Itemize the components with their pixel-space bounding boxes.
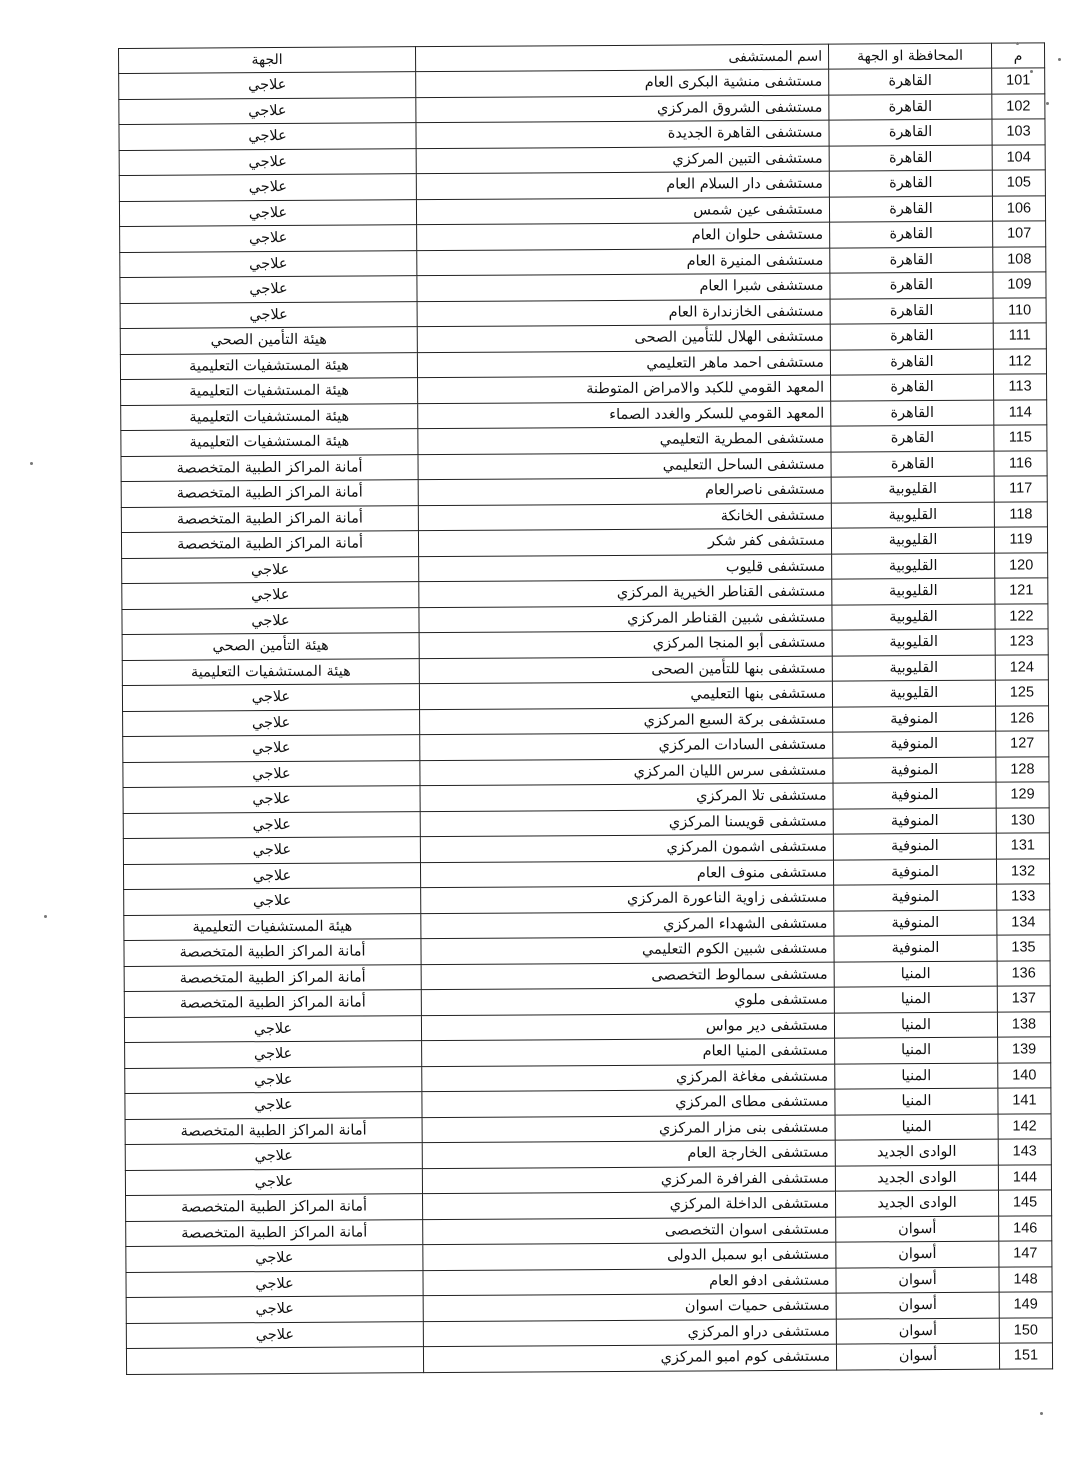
row-hospital-name: مستشفى شبين الكوم التعليمي	[421, 936, 834, 964]
header-department: الجهة	[119, 47, 416, 74]
row-governorate: المنوفية	[833, 833, 996, 859]
row-hospital-name: مستشفى مغاغة المركزي	[422, 1064, 835, 1092]
row-number: 116	[994, 450, 1047, 476]
row-number: 111	[993, 323, 1046, 349]
row-department: علاجي	[123, 709, 420, 736]
row-number: 124	[995, 654, 1048, 680]
row-department: علاجي	[119, 148, 416, 175]
row-hospital-name: مستشفى دير مواس	[421, 1013, 834, 1041]
row-number: 147	[999, 1241, 1052, 1267]
row-department: علاجي	[122, 684, 419, 711]
row-governorate: المنوفية	[834, 910, 997, 936]
row-number: 105	[992, 170, 1045, 196]
row-department: أمانة المراكز الطبية المتخصصة	[121, 454, 418, 481]
row-number: 151	[999, 1343, 1052, 1369]
row-number: 112	[993, 348, 1046, 374]
row-number: 150	[999, 1317, 1052, 1343]
row-department: علاجي	[125, 1092, 422, 1119]
row-governorate: المنوفية	[833, 808, 996, 834]
row-hospital-name: مستشفى منشية البكرى العام	[416, 69, 829, 97]
row-number: 101	[992, 68, 1045, 94]
row-number: 149	[999, 1292, 1052, 1318]
row-governorate: القاهرة	[831, 425, 994, 451]
row-governorate: أسوان	[836, 1216, 999, 1242]
row-department: هيئة المستشفيات التعليمية	[122, 658, 419, 685]
row-governorate: القاهرة	[829, 145, 992, 171]
row-governorate: المنيا	[834, 986, 997, 1012]
row-department: هيئة التأمين الصحي	[122, 633, 419, 660]
row-number: 146	[999, 1215, 1052, 1241]
row-governorate: أسوان	[836, 1292, 999, 1318]
scan-speck	[44, 915, 47, 918]
row-department: أمانة المراكز الطبية المتخصصة	[126, 1219, 423, 1246]
row-number: 134	[997, 909, 1050, 935]
row-hospital-name: مستشفى ملوي	[421, 987, 834, 1015]
row-department: هيئة التأمين الصحي	[120, 327, 417, 354]
scan-speck	[1040, 1412, 1043, 1415]
row-department: علاجي	[125, 1041, 422, 1068]
row-governorate: المنوفية	[833, 782, 996, 808]
row-number: 110	[993, 297, 1046, 323]
row-department: أمانة المراكز الطبية المتخصصة	[124, 964, 421, 991]
scan-speck	[1016, 42, 1019, 45]
row-department: أمانة المراكز الطبية المتخصصة	[125, 1117, 422, 1144]
row-hospital-name: مستشفى الخازندارة العام	[417, 299, 830, 327]
row-governorate: المنوفية	[834, 935, 997, 961]
row-number: 127	[996, 731, 1049, 757]
row-governorate: القاهرة	[829, 68, 992, 94]
row-hospital-name: مستشفى الهلال للتأمين الصحى	[417, 324, 830, 352]
row-governorate: القليوبية	[832, 553, 995, 579]
row-hospital-name: مستشفى حلوان العام	[417, 222, 830, 250]
row-hospital-name: مستشفى عين شمس	[416, 197, 829, 225]
row-hospital-name: مستشفى حميات اسوان	[423, 1293, 836, 1321]
row-hospital-name: مستشفى الداخلة المركزي	[423, 1191, 836, 1219]
row-governorate: المنيا	[835, 1088, 998, 1114]
row-number: 120	[995, 552, 1048, 578]
row-department: علاجي	[119, 97, 416, 124]
row-governorate: القاهرة	[829, 196, 992, 222]
row-number: 118	[994, 501, 1047, 527]
row-hospital-name: مستشفى بنها التعليمي	[419, 681, 832, 709]
row-hospital-name: مستشفى قويسنا المركزي	[420, 809, 833, 837]
row-number: 119	[994, 527, 1047, 553]
row-hospital-name: مستشفى دار السلام العام	[416, 171, 829, 199]
row-number: 139	[998, 1037, 1051, 1063]
scan-speck	[1058, 58, 1061, 61]
row-hospital-name: مستشفى المطرية التعليمي	[418, 426, 831, 454]
hospitals-table	[118, 42, 1053, 1374]
row-department: علاجي	[119, 123, 416, 150]
row-governorate: أسوان	[836, 1241, 999, 1267]
row-number: 132	[996, 858, 1049, 884]
row-hospital-name: المعهد القومي للكبد والامراض المتوطنة	[418, 375, 831, 403]
row-governorate: القاهرة	[829, 170, 992, 196]
row-number: 140	[998, 1062, 1051, 1088]
row-department: علاجي	[125, 1168, 422, 1195]
row-number: 133	[997, 884, 1050, 910]
row-department: هيئة المستشفيات التعليمية	[124, 913, 421, 940]
row-governorate: المنوفية	[834, 884, 997, 910]
row-governorate: المنوفية	[833, 757, 996, 783]
row-hospital-name: مستشفى اشمون المركزي	[420, 834, 833, 862]
row-department: علاجي	[126, 1296, 423, 1323]
row-governorate: المنيا	[834, 1012, 997, 1038]
row-department: علاجي	[120, 276, 417, 303]
row-hospital-name: مستشفى ابو سمبل الدولى	[423, 1242, 836, 1270]
row-governorate: المنوفية	[833, 706, 996, 732]
row-number: 148	[999, 1266, 1052, 1292]
row-department: أمانة المراكز الطبية المتخصصة	[121, 480, 418, 507]
row-hospital-name: مستشفى القاهرة الجديدة	[416, 120, 829, 148]
row-department: علاجي	[123, 811, 420, 838]
row-department: علاجي	[123, 786, 420, 813]
row-number: 115	[994, 425, 1047, 451]
row-department	[126, 1347, 423, 1374]
row-number: 102	[992, 93, 1045, 119]
row-hospital-name: مستشفى اسوان التخصصى	[423, 1217, 836, 1245]
row-governorate: القليوبية	[832, 604, 995, 630]
row-governorate: القليوبية	[832, 578, 995, 604]
header-governorate: المحافظة او الجهة	[828, 43, 991, 69]
row-department: علاجي	[120, 250, 417, 277]
row-number: 103	[992, 119, 1045, 145]
table-body	[119, 68, 1053, 1374]
row-department: علاجي	[122, 556, 419, 583]
row-hospital-name: مستشفى شبرا العام	[417, 273, 830, 301]
row-governorate: القليوبية	[832, 629, 995, 655]
row-governorate: القليوبية	[832, 680, 995, 706]
row-hospital-name: مستشفى الخانكة	[418, 503, 831, 531]
row-governorate: القاهرة	[831, 400, 994, 426]
row-department: علاجي	[119, 174, 416, 201]
row-number: 106	[992, 195, 1045, 221]
row-department: علاجي	[123, 862, 420, 889]
row-number: 108	[993, 246, 1046, 272]
row-hospital-name: المعهد القومي للسكر والغدد الصماء	[418, 401, 831, 429]
row-governorate: المنيا	[835, 1037, 998, 1063]
row-governorate: المنوفية	[833, 731, 996, 757]
row-department: علاجي	[124, 1015, 421, 1042]
row-department: أمانة المراكز الطبية المتخصصة	[124, 990, 421, 1017]
row-hospital-name: مستشفى بنها للتأمين الصحى	[419, 656, 832, 684]
row-governorate: القاهرة	[831, 451, 994, 477]
row-hospital-name: مستشفى السادات المركزي	[420, 732, 833, 760]
row-hospital-name: مستشفى سرس الليان المركزي	[420, 758, 833, 786]
row-department: علاجي	[125, 1066, 422, 1093]
row-governorate: القليوبية	[831, 502, 994, 528]
row-number: 144	[998, 1164, 1051, 1190]
row-number: 143	[998, 1139, 1051, 1165]
row-department: علاجي	[123, 837, 420, 864]
row-governorate: الوادى الجديد	[835, 1139, 998, 1165]
row-hospital-name: مستشفى المنيرة العام	[417, 248, 830, 276]
row-hospital-name: مستشفى ادفو العام	[423, 1268, 836, 1296]
row-department: أمانة المراكز الطبية المتخصصة	[126, 1194, 423, 1221]
row-department: أمانة المراكز الطبية المتخصصة	[121, 505, 418, 532]
row-number: 136	[997, 960, 1050, 986]
row-number: 125	[995, 680, 1048, 706]
row-department: علاجي	[123, 735, 420, 762]
row-governorate: الوادى الجديد	[835, 1190, 998, 1216]
scan-speck	[30, 462, 33, 465]
row-number: 104	[992, 144, 1045, 170]
row-number: 117	[994, 476, 1047, 502]
row-governorate: أسوان	[836, 1343, 999, 1369]
row-hospital-name: مستشفى احمد ماهر التعليمي	[417, 350, 830, 378]
scan-speck	[1046, 102, 1049, 105]
row-department: علاجي	[122, 582, 419, 609]
row-governorate: القاهرة	[831, 374, 994, 400]
row-number: 135	[997, 935, 1050, 961]
row-number: 109	[993, 272, 1046, 298]
row-hospital-name: مستشفى الشروق المركزي	[416, 95, 829, 123]
row-governorate: أسوان	[836, 1267, 999, 1293]
row-number: 142	[998, 1113, 1051, 1139]
row-number: 113	[994, 374, 1047, 400]
row-hospital-name: مستشفى منوف العام	[420, 860, 833, 888]
row-number: 107	[993, 221, 1046, 247]
row-department: علاجي	[120, 225, 417, 252]
row-hospital-name: مستشفى قليوب	[419, 554, 832, 582]
row-hospital-name: مستشفى بركة السبع المركزي	[420, 707, 833, 735]
row-department: علاجي	[126, 1321, 423, 1348]
row-governorate: القاهرة	[830, 298, 993, 324]
row-governorate: القاهرة	[829, 94, 992, 120]
row-governorate: القليوبية	[831, 476, 994, 502]
row-department: أمانة المراكز الطبية المتخصصة	[121, 531, 418, 558]
row-department: علاجي	[125, 1143, 422, 1170]
row-hospital-name: مستشفى زاوية الناعورة المركزي	[421, 885, 834, 913]
row-hospital-name: مستشفى سمالوط التخصصى	[421, 962, 834, 990]
row-department: علاجي	[126, 1270, 423, 1297]
header-hospital: اسم المستشفى	[415, 44, 828, 72]
row-hospital-name: مستشفى تلا المركزي	[420, 783, 833, 811]
row-governorate: القاهرة	[830, 272, 993, 298]
row-governorate: القليوبية	[832, 655, 995, 681]
row-department: علاجي	[124, 888, 421, 915]
row-department: علاجي	[122, 607, 419, 634]
row-number: 131	[996, 833, 1049, 859]
row-department: هيئة المستشفيات التعليمية	[120, 352, 417, 379]
row-hospital-name: مستشفى مطاى المركزي	[422, 1089, 835, 1117]
row-number: 114	[994, 399, 1047, 425]
row-hospital-name: مستشفى بنى مزار المركزي	[422, 1115, 835, 1143]
row-department: علاجي	[119, 72, 416, 99]
row-department: علاجي	[123, 760, 420, 787]
row-hospital-name: مستشفى دراو المركزي	[423, 1319, 836, 1347]
row-number: 121	[995, 578, 1048, 604]
row-number: 126	[996, 705, 1049, 731]
row-number: 122	[995, 603, 1048, 629]
row-governorate: المنوفية	[833, 859, 996, 885]
row-hospital-name: مستشفى الشهداء المركزي	[421, 911, 834, 939]
header-num: م	[991, 43, 1044, 68]
scan-speck	[1030, 70, 1033, 73]
row-hospital-name: مستشفى شبين القناطر المركزي	[419, 605, 832, 633]
row-governorate: القليوبية	[831, 527, 994, 553]
row-hospital-name: مستشفى المنيا العام	[422, 1038, 835, 1066]
row-number: 130	[996, 807, 1049, 833]
row-governorate: القاهرة	[830, 247, 993, 273]
row-hospital-name: مستشفى الفرافرة المركزي	[422, 1166, 835, 1194]
row-number: 137	[997, 986, 1050, 1012]
row-governorate: القاهرة	[830, 349, 993, 375]
row-department: هيئة المستشفيات التعليمية	[121, 429, 418, 456]
table-row	[126, 1343, 1052, 1374]
row-hospital-name: مستشفى ناصرالعام	[418, 477, 831, 505]
row-number: 145	[998, 1190, 1051, 1216]
row-number: 141	[998, 1088, 1051, 1114]
row-department: أمانة المراكز الطبية المتخصصة	[124, 939, 421, 966]
row-hospital-name: مستشفى الخارجة العام	[422, 1140, 835, 1168]
row-hospital-name: مستشفى القناطر الخيرية المركزي	[419, 579, 832, 607]
row-governorate: القاهرة	[830, 323, 993, 349]
row-department: هيئة المستشفيات التعليمية	[121, 403, 418, 430]
row-hospital-name: مستشفى كوم امبو المركزي	[423, 1344, 836, 1372]
row-governorate: المنيا	[835, 1114, 998, 1140]
row-governorate: المنيا	[834, 961, 997, 987]
row-number: 128	[996, 756, 1049, 782]
row-department: علاجي	[119, 199, 416, 226]
row-hospital-name: مستشفى الساحل التعليمي	[418, 452, 831, 480]
row-hospital-name: مستشفى التبين المركزي	[416, 146, 829, 174]
row-department: هيئة المستشفيات التعليمية	[121, 378, 418, 405]
row-governorate: الوادى الجديد	[835, 1165, 998, 1191]
row-hospital-name: مستشفى أبو المنجا المركزي	[419, 630, 832, 658]
row-governorate: القاهرة	[829, 119, 992, 145]
row-number: 138	[997, 1011, 1050, 1037]
row-department: علاجي	[120, 301, 417, 328]
row-number: 123	[995, 629, 1048, 655]
row-governorate: المنيا	[835, 1063, 998, 1089]
row-governorate: أسوان	[836, 1318, 999, 1344]
row-hospital-name: مستشفى كفر شكر	[418, 528, 831, 556]
row-number: 129	[996, 782, 1049, 808]
row-department: علاجي	[126, 1245, 423, 1272]
row-governorate: القاهرة	[830, 221, 993, 247]
